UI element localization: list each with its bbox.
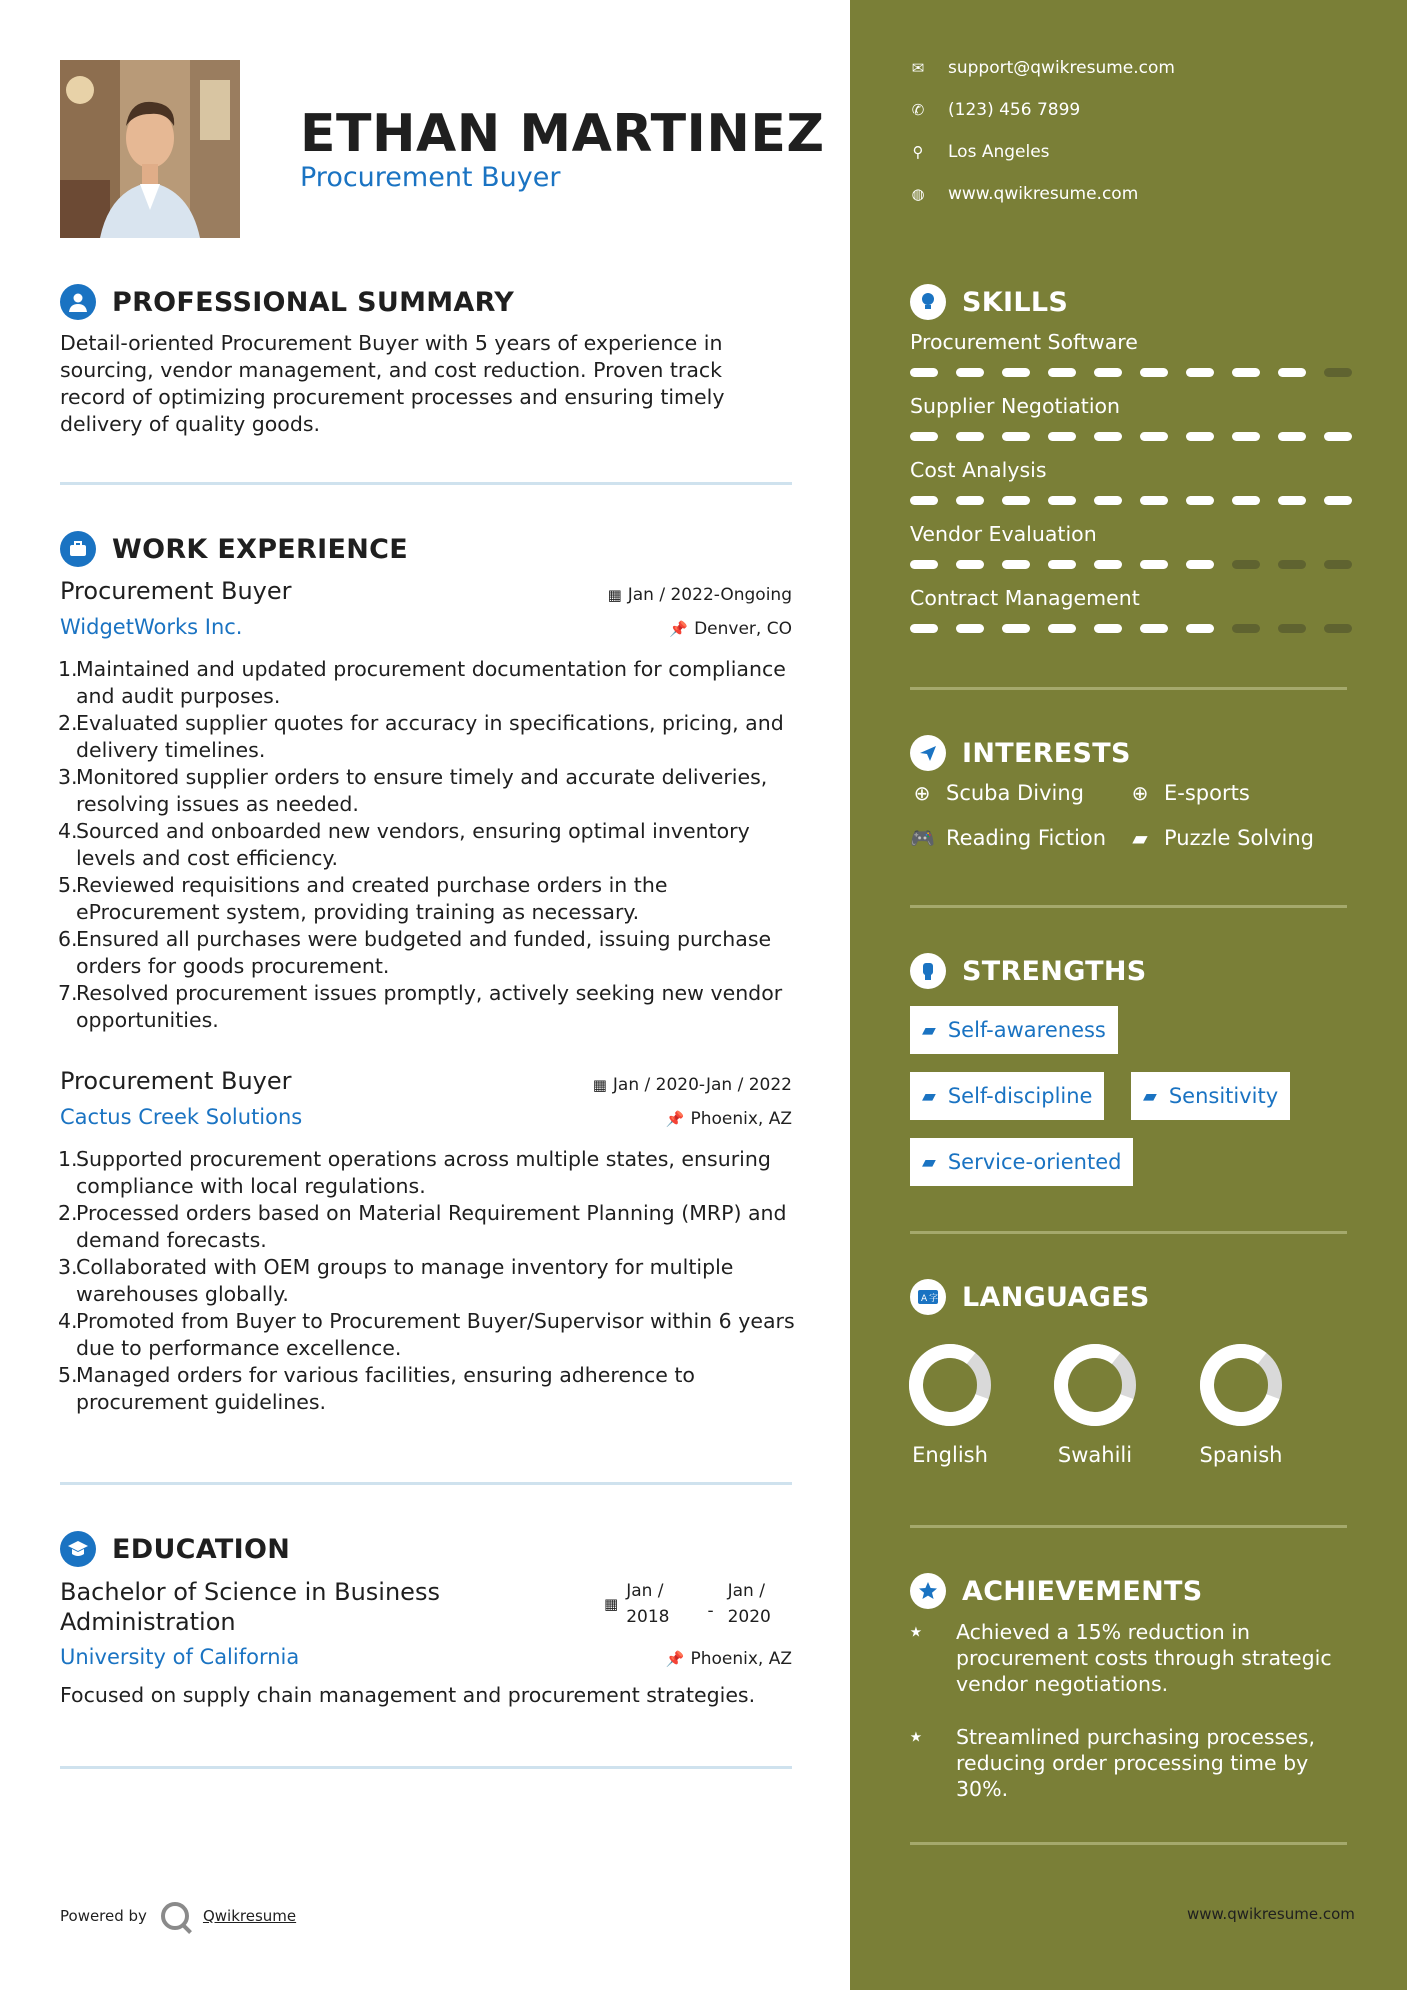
skill-dot (910, 432, 938, 441)
skill-dot (1140, 432, 1168, 441)
lightbulb-icon (910, 284, 946, 320)
skill-dot (1048, 432, 1076, 441)
interests-title: INTERESTS (962, 737, 1131, 769)
skill-dot (1094, 560, 1122, 569)
job-location (669, 619, 792, 639)
skill-dot (1048, 496, 1076, 505)
job-title: Procurement Buyer (60, 577, 292, 605)
skill-dot (956, 432, 984, 441)
summary-text: Detail-oriented Procurement Buyer with 5 years of experience in sourcing, vendor management, and cost reduction. Proven track record of optimizing procurement processes and ensuring timely delivery of quality goods. (60, 331, 725, 436)
list-item: 7. Resolved procurement issues promptly, actively seeking new vendor opportunities. (58, 981, 783, 1032)
skill-dot (1094, 368, 1122, 377)
skill-dot (1324, 560, 1352, 569)
job-date-text: Jan / 2020-Jan / 2022 (612, 1075, 792, 1095)
skill-rating (910, 624, 1352, 633)
language-name: Spanish (1199, 1443, 1283, 1467)
strength-badge (910, 1006, 1118, 1054)
education-location (666, 1649, 792, 1669)
languages-title: LANGUAGES (962, 1281, 1150, 1313)
star-icon: ⭑ (910, 1724, 922, 1749)
experience-title: WORK EXPERIENCE (112, 533, 408, 565)
qwikresume-link[interactable]: Qwikresume (202, 1907, 297, 1925)
job-company: Cactus Creek Solutions (60, 1105, 303, 1129)
calendar-icon: ▦ (604, 1595, 619, 1613)
list-item: 2. Evaluated supplier quotes for accuracy in specifications, pricing, and delivery timelines. (58, 711, 784, 762)
phone-icon: ✆ (911, 101, 925, 119)
skill-dot (910, 560, 938, 569)
paper-plane-icon (910, 735, 946, 771)
education-dates (604, 1578, 771, 1630)
skill-dot (1002, 496, 1030, 505)
star-badge-icon (910, 1573, 946, 1609)
interest-item (1128, 781, 1250, 805)
skill-dot (1278, 368, 1306, 377)
achievements-heading (910, 1573, 1203, 1609)
profile-photo (60, 60, 240, 238)
language-item (1035, 1343, 1155, 1467)
skills-title: SKILLS (962, 286, 1069, 318)
lifebuoy-icon: ⊕ (1131, 781, 1149, 805)
summary-heading (60, 284, 514, 320)
candidate-name: ETHAN MARTINEZ (300, 104, 825, 164)
contact-website-text: www.qwikresume.com (948, 184, 1139, 204)
experience-heading (60, 531, 408, 567)
skill-dot (1232, 368, 1260, 377)
interest-label: E-sports (1164, 781, 1250, 805)
contact-email[interactable] (910, 58, 1175, 78)
map-pin-icon: ⚲ (912, 143, 924, 161)
list-item: 3. Collaborated with OEM groups to manage inventory for multiple warehouses globally. (58, 1255, 734, 1306)
skill-dot (1324, 368, 1352, 377)
svg-text:A: A (921, 1294, 928, 1304)
skill-dot (1232, 432, 1260, 441)
job-location (666, 1109, 792, 1129)
interests-heading (910, 735, 1131, 771)
sidebar (850, 0, 1407, 1990)
skill-dot (1278, 624, 1306, 633)
book-icon: ▰ (922, 1019, 936, 1041)
language-item (890, 1343, 1010, 1467)
skill-dot (1324, 496, 1352, 505)
skill-dot (1278, 432, 1306, 441)
job-date (593, 1075, 792, 1095)
skills-heading (910, 284, 1068, 320)
strength-label: Sensitivity (1168, 1084, 1279, 1108)
skill-dot (1094, 432, 1122, 441)
skill-name: Supplier Negotiation (910, 394, 1121, 418)
skill-dot (1002, 560, 1030, 569)
language-name: Swahili (1057, 1443, 1133, 1467)
candidate-role: Procurement Buyer (300, 162, 561, 193)
education-end: Jan / 2020 (727, 1581, 771, 1627)
skill-dot (1232, 496, 1260, 505)
section-divider (910, 687, 1347, 690)
strength-label: Service-oriented (947, 1150, 1122, 1174)
contact-phone-text: (123) 456 7899 (948, 100, 1081, 120)
lifebuoy-icon: ⊕ (913, 781, 931, 805)
skill-dot (956, 496, 984, 505)
interest-label: Reading Fiction (946, 826, 1107, 850)
language-level-donut (908, 1343, 992, 1427)
degree-line: Administration (60, 1608, 236, 1636)
job-bullets (58, 656, 798, 1034)
skill-dot (910, 496, 938, 505)
skill-dot (1278, 496, 1306, 505)
skill-dot (956, 560, 984, 569)
skill-dot (1232, 560, 1260, 569)
contact-email-text: support@qwikresume.com (948, 58, 1175, 78)
education-location-text: Phoenix, AZ (690, 1649, 792, 1669)
strength-label: Self-awareness (947, 1018, 1106, 1042)
skill-dot (1048, 560, 1076, 569)
degree-title (60, 1577, 440, 1637)
calendar-icon: ▦ (592, 1076, 607, 1094)
achievement-text: Streamlined purchasing processes, reducing order processing time by 30%. (956, 1725, 1315, 1801)
skill-dot (1186, 432, 1214, 441)
pin-icon: 📌 (669, 620, 689, 638)
education-description: Focused on supply chain management and procurement strategies. (60, 1683, 756, 1707)
pin-icon: 📌 (665, 1650, 685, 1668)
strengths-title: STRENGTHS (962, 955, 1147, 987)
skill-dot (1186, 368, 1214, 377)
skill-rating (910, 560, 1352, 569)
skill-dot (1186, 560, 1214, 569)
degree-line: Bachelor of Science in Business (60, 1578, 440, 1606)
skill-dot (1324, 432, 1352, 441)
job-date (608, 585, 792, 605)
job-title: Procurement Buyer (60, 1067, 292, 1095)
list-item: 5. Reviewed requisitions and created purchase orders in the eProcurement system, providing training as necessary. (58, 873, 668, 924)
language-name: English (912, 1443, 988, 1467)
gamepad-icon: 🎮 (910, 826, 935, 850)
section-divider (910, 1231, 1347, 1234)
education-heading (60, 1531, 290, 1567)
interest-item (910, 826, 1106, 850)
skill-rating (910, 432, 1352, 441)
briefcase-icon (60, 531, 96, 567)
section-divider (60, 1482, 792, 1485)
calendar-icon: ▦ (607, 586, 622, 604)
powered-by (60, 1902, 296, 1930)
skill-dot (1140, 368, 1168, 377)
skill-dot (1048, 368, 1076, 377)
interest-label: Scuba Diving (946, 781, 1084, 805)
language-level-donut (1199, 1343, 1283, 1427)
list-item: 6. Ensured all purchases were budgeted and funded, issuing purchase orders for goods procurement. (58, 927, 772, 978)
skill-dot (956, 624, 984, 633)
skill-dot (1232, 624, 1260, 633)
interest-label: Puzzle Solving (1164, 826, 1314, 850)
skill-name: Vendor Evaluation (910, 522, 1097, 546)
powered-by-label: Powered by (60, 1907, 147, 1925)
globe-icon: ◍ (911, 185, 925, 203)
strength-badge (910, 1138, 1133, 1186)
skill-dot (1094, 496, 1122, 505)
user-icon (60, 284, 96, 320)
fist-icon (910, 953, 946, 989)
skill-dot (910, 368, 938, 377)
skill-dot (1002, 432, 1030, 441)
section-divider (60, 1766, 792, 1769)
job-date-text: Jan / 2022-Ongoing (627, 585, 792, 605)
book-icon: ▰ (922, 1085, 936, 1107)
summary-title: PROFESSIONAL SUMMARY (112, 286, 515, 318)
skill-dot (1324, 624, 1352, 633)
interest-item (910, 781, 1084, 805)
graduation-cap-icon (60, 1531, 96, 1567)
skill-dot (1140, 496, 1168, 505)
interest-item (1128, 826, 1314, 850)
achievement-text: Achieved a 15% reduction in procurement costs through strategic vendor negotiations. (956, 1620, 1332, 1696)
contact-website[interactable] (910, 184, 1138, 204)
list-item: 1. Maintained and updated procurement documentation for compliance and audit purposes. (58, 657, 786, 708)
skill-dot (1048, 624, 1076, 633)
skill-dot (1002, 624, 1030, 633)
list-item: 1. Supported procurement operations across multiple states, ensuring compliance with local regulations. (58, 1147, 771, 1198)
contact-location-text: Los Angeles (948, 142, 1050, 162)
achievement-item (910, 1619, 1350, 1697)
skill-dot (1186, 624, 1214, 633)
skill-dot (1186, 496, 1214, 505)
book-icon: ▰ (1143, 1085, 1157, 1107)
list-item: 5. Managed orders for various facilities, ensuring adherence to procurement guidelines. (58, 1363, 695, 1414)
education-title: EDUCATION (112, 1533, 291, 1565)
language-item (1181, 1343, 1301, 1467)
skill-dot (956, 368, 984, 377)
strength-label: Self-discipline (947, 1084, 1093, 1108)
date-separator: - (707, 1601, 714, 1621)
footer-website[interactable]: www.qwikresume.com (1187, 1905, 1355, 1923)
school-name: University of California (60, 1645, 300, 1669)
book-icon: ▰ (1132, 826, 1148, 850)
skill-dot (910, 624, 938, 633)
section-divider (60, 482, 792, 485)
strengths-heading (910, 953, 1147, 989)
section-divider (910, 1842, 1347, 1845)
star-icon: ⭑ (910, 1619, 922, 1644)
skill-dot (1140, 624, 1168, 633)
envelope-icon: ✉ (911, 59, 925, 77)
achievements-title: ACHIEVEMENTS (962, 1575, 1203, 1607)
skill-dot (1002, 368, 1030, 377)
job-location-text: Phoenix, AZ (690, 1109, 792, 1129)
skill-rating (910, 496, 1352, 505)
list-item: 4. Promoted from Buyer to Procurement Buyer/Supervisor within 6 years due to performance excellence. (58, 1309, 795, 1360)
skill-dot (1278, 560, 1306, 569)
skill-dot (1094, 624, 1122, 633)
contact-phone[interactable] (910, 100, 1080, 120)
job-company: WidgetWorks Inc. (60, 615, 243, 639)
section-divider (910, 1525, 1347, 1528)
languages-heading (910, 1279, 1150, 1315)
job-location-text: Denver, CO (694, 619, 792, 639)
list-item: 2. Processed orders based on Material Requirement Planning (MRP) and demand forecasts. (58, 1201, 787, 1252)
language-level-donut (1053, 1343, 1137, 1427)
strength-badge (910, 1072, 1104, 1120)
profile-photo-image (60, 60, 240, 238)
skill-name: Cost Analysis (910, 458, 1047, 482)
skill-dot (1140, 560, 1168, 569)
svg-text:字: 字 (929, 1294, 939, 1304)
job-bullets (58, 1146, 798, 1416)
qwikresume-logo-icon (161, 1902, 189, 1930)
list-item: 4. Sourced and onboarded new vendors, ensuring optimal inventory levels and cost efficiency. (58, 819, 750, 870)
achievement-item (910, 1724, 1350, 1802)
section-divider (910, 905, 1347, 908)
skill-name: Contract Management (910, 586, 1140, 610)
list-item: 3. Monitored supplier orders to ensure timely and accurate deliveries, resolving issues as needed. (58, 765, 768, 816)
book-icon: ▰ (922, 1151, 936, 1173)
translate-icon (910, 1279, 946, 1315)
skill-name: Procurement Software (910, 330, 1138, 354)
strength-badge (1131, 1072, 1290, 1120)
pin-icon: 📌 (665, 1110, 685, 1128)
education-start: Jan / 2018 (626, 1581, 670, 1627)
skill-rating (910, 368, 1352, 377)
contact-location (910, 142, 1050, 162)
